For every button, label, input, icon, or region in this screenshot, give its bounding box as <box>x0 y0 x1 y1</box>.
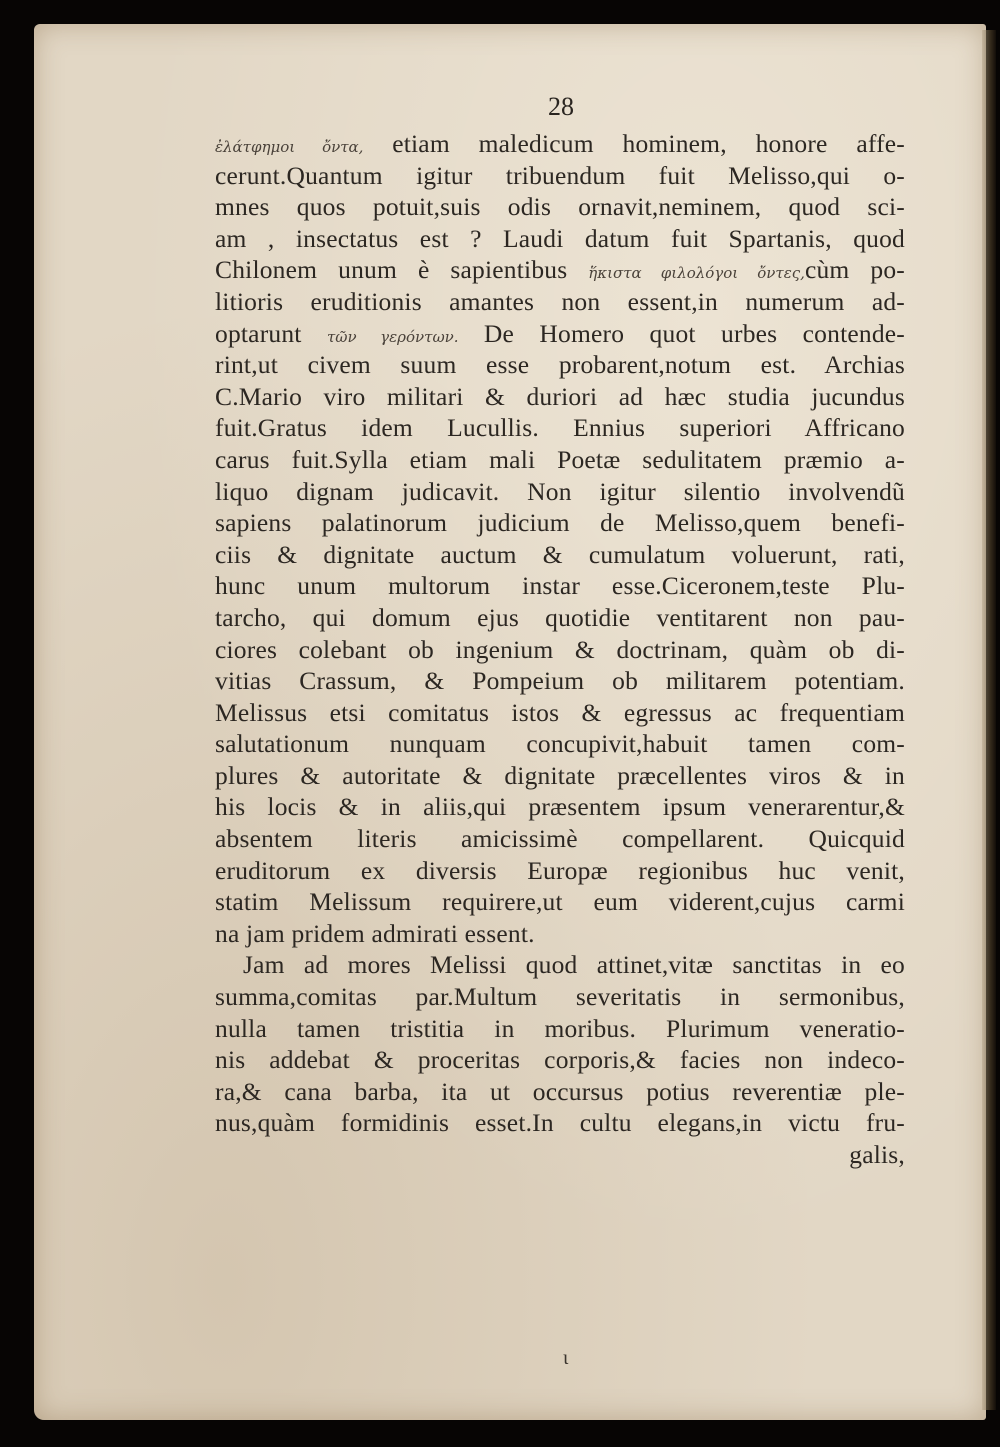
text-line: his locis & in aliis,qui præsentem ipsum venerarentur,& <box>215 792 905 822</box>
text-line: fuit.Gratus idem Lucullis. Ennius superiori Affricano <box>215 413 905 443</box>
text-line: hunc unum multorum instar esse.Ciceronem,teste Plu- <box>215 571 905 601</box>
text-line: litioris eruditionis amantes non essent,in numerum ad- <box>215 286 905 316</box>
greek-phrase: ἐλάτφημοι ὄντα, <box>215 138 364 156</box>
text-line: mnes quos potuit,suis odis ornavit,neminem, quod sci- <box>215 192 905 222</box>
text-line: ra,& cana barba, ita ut occursus potius reverentiæ ple- <box>215 1076 905 1106</box>
text-line <box>215 318 905 350</box>
body-text <box>215 128 905 1171</box>
text-line: ciores colebant ob ingenium & doctrinam, quàm ob di- <box>215 634 905 664</box>
text-line: carus fuit.Sylla etiam mali Poetæ sedulitatem præmio a- <box>215 444 905 474</box>
page-number: 28 <box>548 92 574 121</box>
catchword: galis, <box>849 1140 905 1169</box>
greek-phrase: τῶν γερόντων. <box>326 327 459 346</box>
text-line: rint,ut civem suum esse probarent,notum est. Archias <box>215 350 905 380</box>
signature-mark: ι <box>563 1347 569 1369</box>
text-line: plures & autoritate & dignitate præcellentes viros & in <box>215 760 905 790</box>
text-line <box>215 254 905 286</box>
text-line: statim Melissum requirere,ut eum viderent,cujus carmi <box>215 887 905 917</box>
text-line: eruditorum ex diversis Europæ regionibus huc venit, <box>215 855 905 885</box>
text-line: sapiens palatinorum judicium de Melisso,quem benefi- <box>215 508 905 538</box>
text-line: nis addebat & proceritas corporis,& facies non indeco- <box>215 1045 905 1075</box>
text-line: na jam pridem admirati essent. <box>215 918 535 948</box>
text-line: cerunt.Quantum igitur tribuendum fuit Melisso,qui o- <box>215 160 905 190</box>
text-segment: optarunt <box>215 318 327 348</box>
page-edge-shadow <box>982 30 996 1410</box>
text-line: summa,comitas par.Multum severitatis in sermonibus, <box>215 982 905 1012</box>
text-line: C.Mario viro militari & duriori ad hæc studia jucundus <box>215 381 905 411</box>
greek-phrase: ἥκιστα φιλολόγοι ὄντες, <box>588 264 805 283</box>
text-line: nus,quàm formidinis esset.In cultu elegans,in victu fru- <box>215 1108 905 1138</box>
text-line: am , insectatus est ? Laudi datum fuit Spartanis, quod <box>215 223 905 253</box>
text-line: nulla tamen tristitia in moribus. Plurimum veneratio- <box>215 1013 905 1043</box>
text-segment: etiam maledicum hominem, honore affe- <box>363 129 905 158</box>
text-line <box>215 128 905 160</box>
text-line: Melissus etsi comitatus istos & egressus ac frequentiam <box>215 697 905 727</box>
text-line: tarcho, qui domum ejus quotidie ventitarent non pau- <box>215 602 905 632</box>
paragraph-start-line: Jam ad mores Melissi quod attinet,vitæ sanctitas in eo <box>243 950 905 980</box>
text-segment: De Homero quot urbes contende- <box>458 318 905 348</box>
text-line: absentem literis amicissimè compellarent. Quicquid <box>215 824 905 854</box>
text-line: liquo dignam judicavit. Non igitur silentio involvendũ <box>215 476 905 506</box>
text-line: vitias Crassum, & Pompeium ob militarem potentiam. <box>215 666 905 696</box>
text-segment: Chilonem unum è sapientibus <box>215 255 589 285</box>
text-line: ciis & dignitate auctum & cumulatum voluerunt, rati, <box>215 539 905 569</box>
text-segment: cùm po- <box>804 255 905 285</box>
text-line: salutationum nunquam concupivit,habuit tamen com- <box>215 729 905 759</box>
